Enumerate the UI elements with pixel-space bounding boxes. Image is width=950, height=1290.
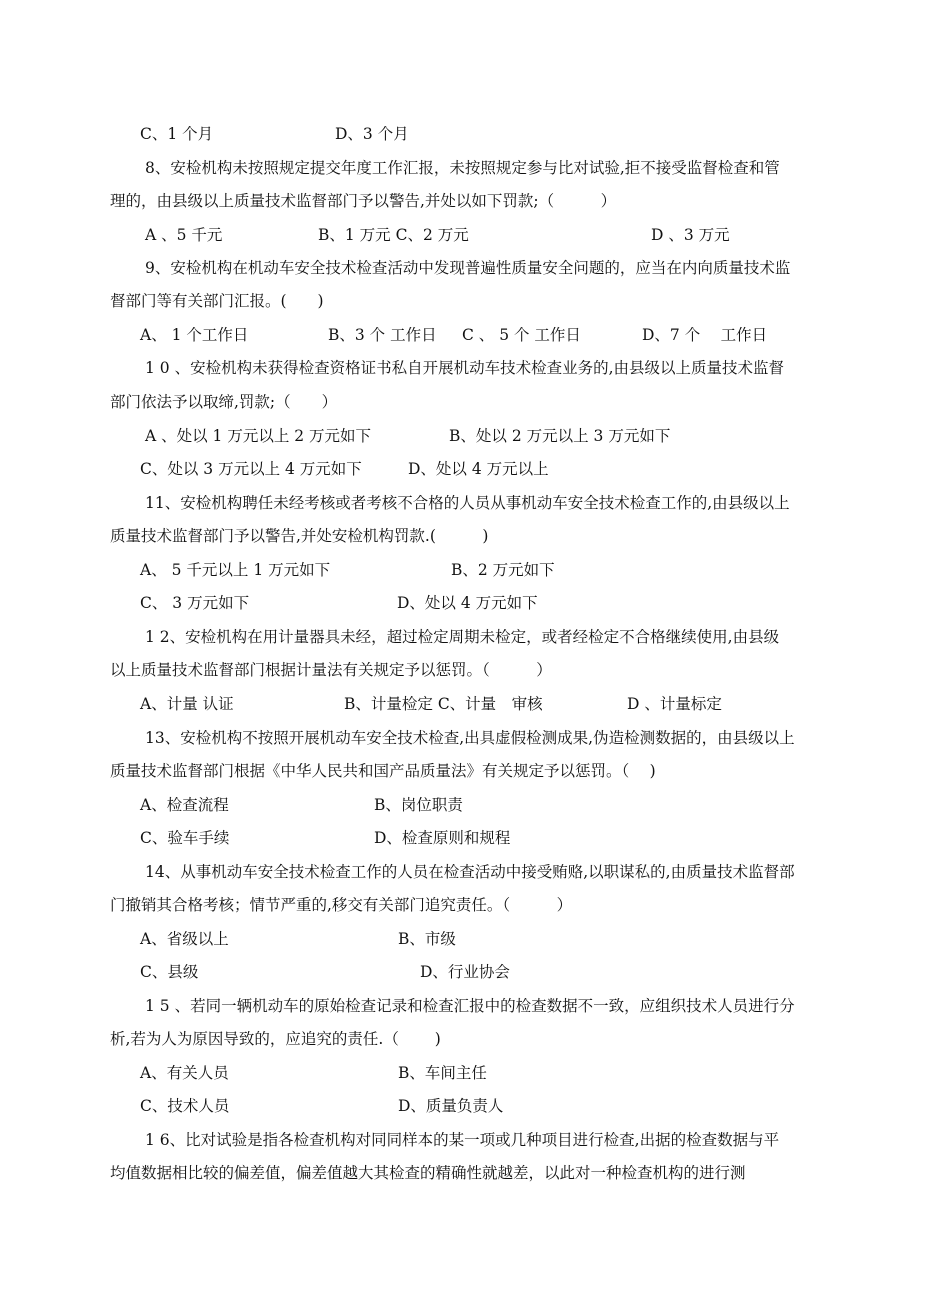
answer-option: D、行业协会 xyxy=(420,963,510,981)
question-text-line: 以上质量技术监督部门根据计量法有关规定予以惩罚。（ ） xyxy=(110,661,552,679)
answer-option: B、车间主任 xyxy=(398,1064,487,1082)
question-text-line: 督部门等有关部门汇报。( ) xyxy=(110,292,324,310)
question-text-line: 均值数据相比较的偏差值，偏差值越大其检查的精确性就越差，以此对一种检查机构的进行测 xyxy=(110,1164,746,1182)
answer-option: A、省级以上 xyxy=(140,930,229,948)
question-text-line: 1 5 、若同一辆机动车的原始检查记录和检查汇报中的检查数据不一致，应组织技术人员进行分 xyxy=(145,997,795,1015)
answer-option: B、2 万元如下 xyxy=(451,561,555,579)
answer-option: C、验车手续 xyxy=(140,829,230,847)
answer-option: B、岗位职责 xyxy=(374,796,463,814)
answer-option: A 、处以 1 万元以上 2 万元如下 xyxy=(145,427,372,445)
answer-option: C、技术人员 xyxy=(140,1097,230,1115)
question-text-line: 11、安检机构聘任未经考核或者考核不合格的人员从事机动车安全技术检查工作的,由县级以上 xyxy=(145,494,790,512)
question-text-line: 1 2、安检机构在用计量器具未经，超过检定周期未检定，或者经检定不合格继续使用,由县级 xyxy=(145,628,780,646)
question-text-line: 部门依法予以取缔,罚款;（ ） xyxy=(110,393,338,411)
answer-option: D 、计量标定 xyxy=(627,695,722,713)
answer-option: A、 1 个工作日 xyxy=(140,326,249,344)
answer-option: D、3 个月 xyxy=(335,125,409,143)
answer-option: A、检查流程 xyxy=(140,796,229,814)
answer-option: A、计量 认证 xyxy=(140,695,234,713)
answer-option: D、处以 4 万元如下 xyxy=(397,594,538,612)
answer-option: A、有关人员 xyxy=(140,1064,229,1082)
answer-option: D、7 个 工作日 xyxy=(642,326,768,344)
question-text-line: 1 6、比对试验是指各检查机构对同同样本的某一项或几种项目进行检查,出据的检查数据与平 xyxy=(145,1131,780,1149)
question-text-line: 14、从事机动车安全技术检查工作的人员在检查活动中接受贿赂,以职谋私的,由质量技术监督部 xyxy=(145,863,795,881)
answer-option: B、3 个 工作日 xyxy=(328,326,437,344)
question-text-line: 质量技术监督部门根据《中华人民共和国产品质量法》有关规定予以惩罚。（ ) xyxy=(110,762,656,780)
question-text-line: 理的，由县级以上质量技术监督部门予以警告,并处以如下罚款;（ ） xyxy=(110,192,617,210)
answer-option: C、县级 xyxy=(140,963,199,981)
question-text-line: 9、安检机构在机动车安全技术检查活动中发现普遍性质量安全问题的，应当在内向质量技术监 xyxy=(145,259,791,277)
question-text-line: 1 0 、安检机构未获得检查资格证书私自开展机动车技术检查业务的,由县级以上质量技术监督 xyxy=(145,359,785,377)
answer-option: A 、5 千元 xyxy=(145,226,223,244)
question-text-line: 门撤销其合格考核；情节严重的,移交有关部门追究责任。（ ） xyxy=(110,896,573,914)
answer-option: C、处以 3 万元以上 4 万元如下 xyxy=(140,460,362,478)
answer-option: B、市级 xyxy=(398,930,456,948)
answer-option: D、检查原则和规程 xyxy=(374,829,511,847)
question-text-line: 8、安检机构未按照规定提交年度工作汇报，未按照规定参与比对试验,拒不接受监督检查和管 xyxy=(145,159,780,177)
answer-option: B、1 万元 C、2 万元 xyxy=(318,226,469,244)
answer-option: D、质量负责人 xyxy=(398,1097,504,1115)
answer-option: C、1 个月 xyxy=(140,125,214,143)
answer-option: D、处以 4 万元以上 xyxy=(408,460,549,478)
answer-option: A、 5 千元以上 1 万元如下 xyxy=(140,561,331,579)
answer-option: C 、 5 个 工作日 xyxy=(462,326,581,344)
answer-option: B、处以 2 万元以上 3 万元如下 xyxy=(449,427,671,445)
answer-option: B、计量检定 C、计量 审核 xyxy=(344,695,543,713)
question-text-line: 质量技术监督部门予以警告,并处安检机构罚款.( ) xyxy=(110,527,489,545)
question-text-line: 析,若为人为原因导致的，应追究的责任.（ ) xyxy=(110,1030,441,1048)
answer-option: D 、3 万元 xyxy=(651,226,730,244)
question-text-line: 13、安检机构不按照开展机动车安全技术检查,出具虚假检测成果,伪造检测数据的，由县级以上 xyxy=(145,729,795,747)
answer-option: C、 3 万元如下 xyxy=(140,594,250,612)
